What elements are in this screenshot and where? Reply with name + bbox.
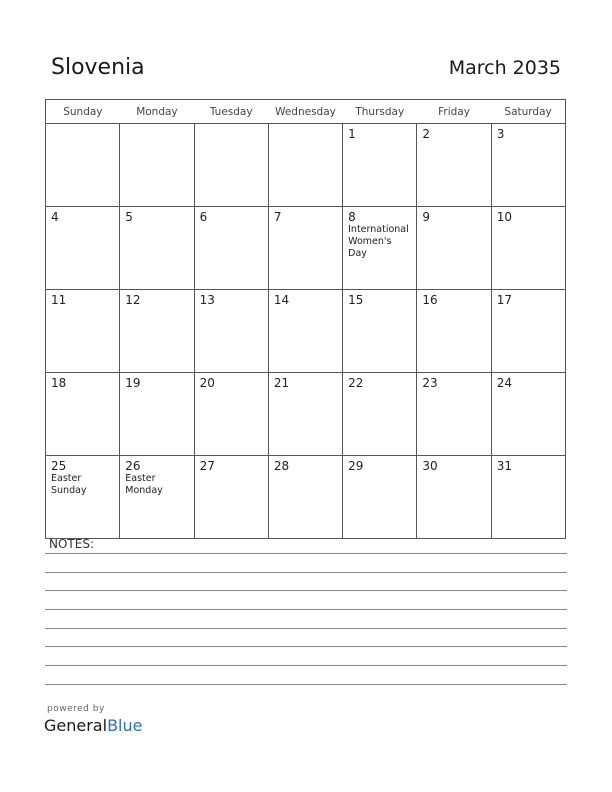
notes-line bbox=[45, 572, 567, 573]
day-number: 22 bbox=[348, 376, 364, 390]
weekday-header: Saturday bbox=[491, 100, 565, 124]
notes-line bbox=[45, 553, 567, 554]
calendar-week-row bbox=[46, 124, 566, 207]
notes-line bbox=[45, 590, 567, 591]
day-number: 27 bbox=[199, 459, 215, 473]
day-number: 3 bbox=[496, 127, 505, 141]
day-cell bbox=[343, 124, 417, 207]
day-cell bbox=[46, 290, 120, 373]
day-number: 30 bbox=[422, 459, 438, 473]
day-number: 24 bbox=[496, 376, 512, 390]
day-number: 9 bbox=[422, 210, 431, 224]
day-cell bbox=[491, 290, 565, 373]
holiday-label: Easter Sunday bbox=[51, 473, 87, 496]
brand-blue-text: Blue bbox=[107, 716, 143, 735]
weekday-header: Tuesday bbox=[194, 100, 268, 124]
day-cell bbox=[194, 373, 268, 456]
day-cell bbox=[46, 456, 120, 539]
day-cell bbox=[417, 207, 491, 290]
day-number: 18 bbox=[51, 376, 67, 390]
day-number: 17 bbox=[496, 293, 512, 307]
weekday-header: Sunday bbox=[46, 100, 120, 124]
day-number: 6 bbox=[199, 210, 208, 224]
day-number: 8 bbox=[348, 210, 356, 224]
day-number: 15 bbox=[348, 293, 364, 307]
weekday-header: Friday bbox=[417, 100, 491, 124]
day-cell bbox=[120, 207, 194, 290]
empty-day-cell bbox=[46, 124, 120, 207]
day-cell bbox=[194, 456, 268, 539]
calendar-week-row bbox=[46, 290, 566, 373]
day-number: 11 bbox=[51, 293, 67, 307]
generalblue-logo bbox=[44, 716, 142, 735]
day-number: 23 bbox=[422, 376, 438, 390]
country-title: Slovenia bbox=[51, 55, 145, 80]
month-year-title: March 2035 bbox=[448, 57, 561, 79]
weekday-header: Thursday bbox=[343, 100, 417, 124]
day-number: 25 bbox=[51, 459, 67, 473]
brand-general-text: General bbox=[44, 716, 108, 735]
day-cell bbox=[268, 290, 342, 373]
day-number: 26 bbox=[125, 459, 141, 473]
empty-day-cell bbox=[194, 124, 268, 207]
holiday-label: Easter Monday bbox=[125, 473, 163, 496]
calendar-grid bbox=[45, 99, 566, 539]
day-cell bbox=[343, 290, 417, 373]
day-cell bbox=[343, 373, 417, 456]
day-number: 21 bbox=[273, 376, 290, 390]
day-number: 7 bbox=[273, 210, 282, 224]
day-cell bbox=[120, 290, 194, 373]
day-number: 4 bbox=[51, 210, 59, 224]
notes-line bbox=[45, 628, 567, 629]
day-number: 14 bbox=[273, 293, 290, 307]
empty-day-cell bbox=[120, 124, 194, 207]
day-number: 2 bbox=[422, 127, 431, 141]
day-number: 19 bbox=[125, 376, 141, 390]
day-number: 5 bbox=[125, 210, 133, 224]
day-number: 12 bbox=[125, 293, 141, 307]
day-cell bbox=[46, 207, 120, 290]
day-cell bbox=[120, 456, 194, 539]
day-cell bbox=[343, 456, 417, 539]
calendar-week-row bbox=[46, 373, 566, 456]
day-number: 31 bbox=[496, 459, 512, 473]
day-cell bbox=[417, 456, 491, 539]
notes-line bbox=[45, 609, 567, 610]
day-number: 29 bbox=[348, 459, 364, 473]
weekday-header-row bbox=[46, 100, 566, 124]
notes-line bbox=[45, 684, 567, 685]
day-number: 10 bbox=[496, 210, 512, 224]
day-number: 1 bbox=[348, 127, 356, 141]
day-cell bbox=[343, 207, 417, 290]
powered-by-text: powered by bbox=[47, 704, 105, 714]
day-number: 16 bbox=[422, 293, 438, 307]
day-cell bbox=[417, 290, 491, 373]
weekday-header: Monday bbox=[120, 100, 194, 124]
notes-label: NOTES: bbox=[49, 537, 94, 551]
day-number: 13 bbox=[199, 293, 215, 307]
day-cell bbox=[491, 456, 565, 539]
day-cell bbox=[417, 124, 491, 207]
notes-line bbox=[45, 646, 567, 647]
holiday-label: International Women's Day bbox=[348, 224, 409, 259]
day-cell bbox=[491, 207, 565, 290]
day-number: 28 bbox=[273, 459, 290, 473]
calendar-body bbox=[46, 124, 566, 539]
calendar-week-row bbox=[46, 456, 566, 539]
empty-day-cell bbox=[268, 124, 342, 207]
day-cell bbox=[268, 373, 342, 456]
weekday-header: Wednesday bbox=[268, 100, 342, 124]
day-cell bbox=[417, 373, 491, 456]
notes-line bbox=[45, 665, 567, 666]
day-cell bbox=[491, 373, 565, 456]
day-cell bbox=[268, 207, 342, 290]
day-cell bbox=[194, 207, 268, 290]
day-cell bbox=[120, 373, 194, 456]
calendar-week-row bbox=[46, 207, 566, 290]
day-cell bbox=[194, 290, 268, 373]
day-cell bbox=[491, 124, 565, 207]
day-number: 20 bbox=[199, 376, 215, 390]
day-cell bbox=[268, 456, 342, 539]
day-cell bbox=[46, 373, 120, 456]
